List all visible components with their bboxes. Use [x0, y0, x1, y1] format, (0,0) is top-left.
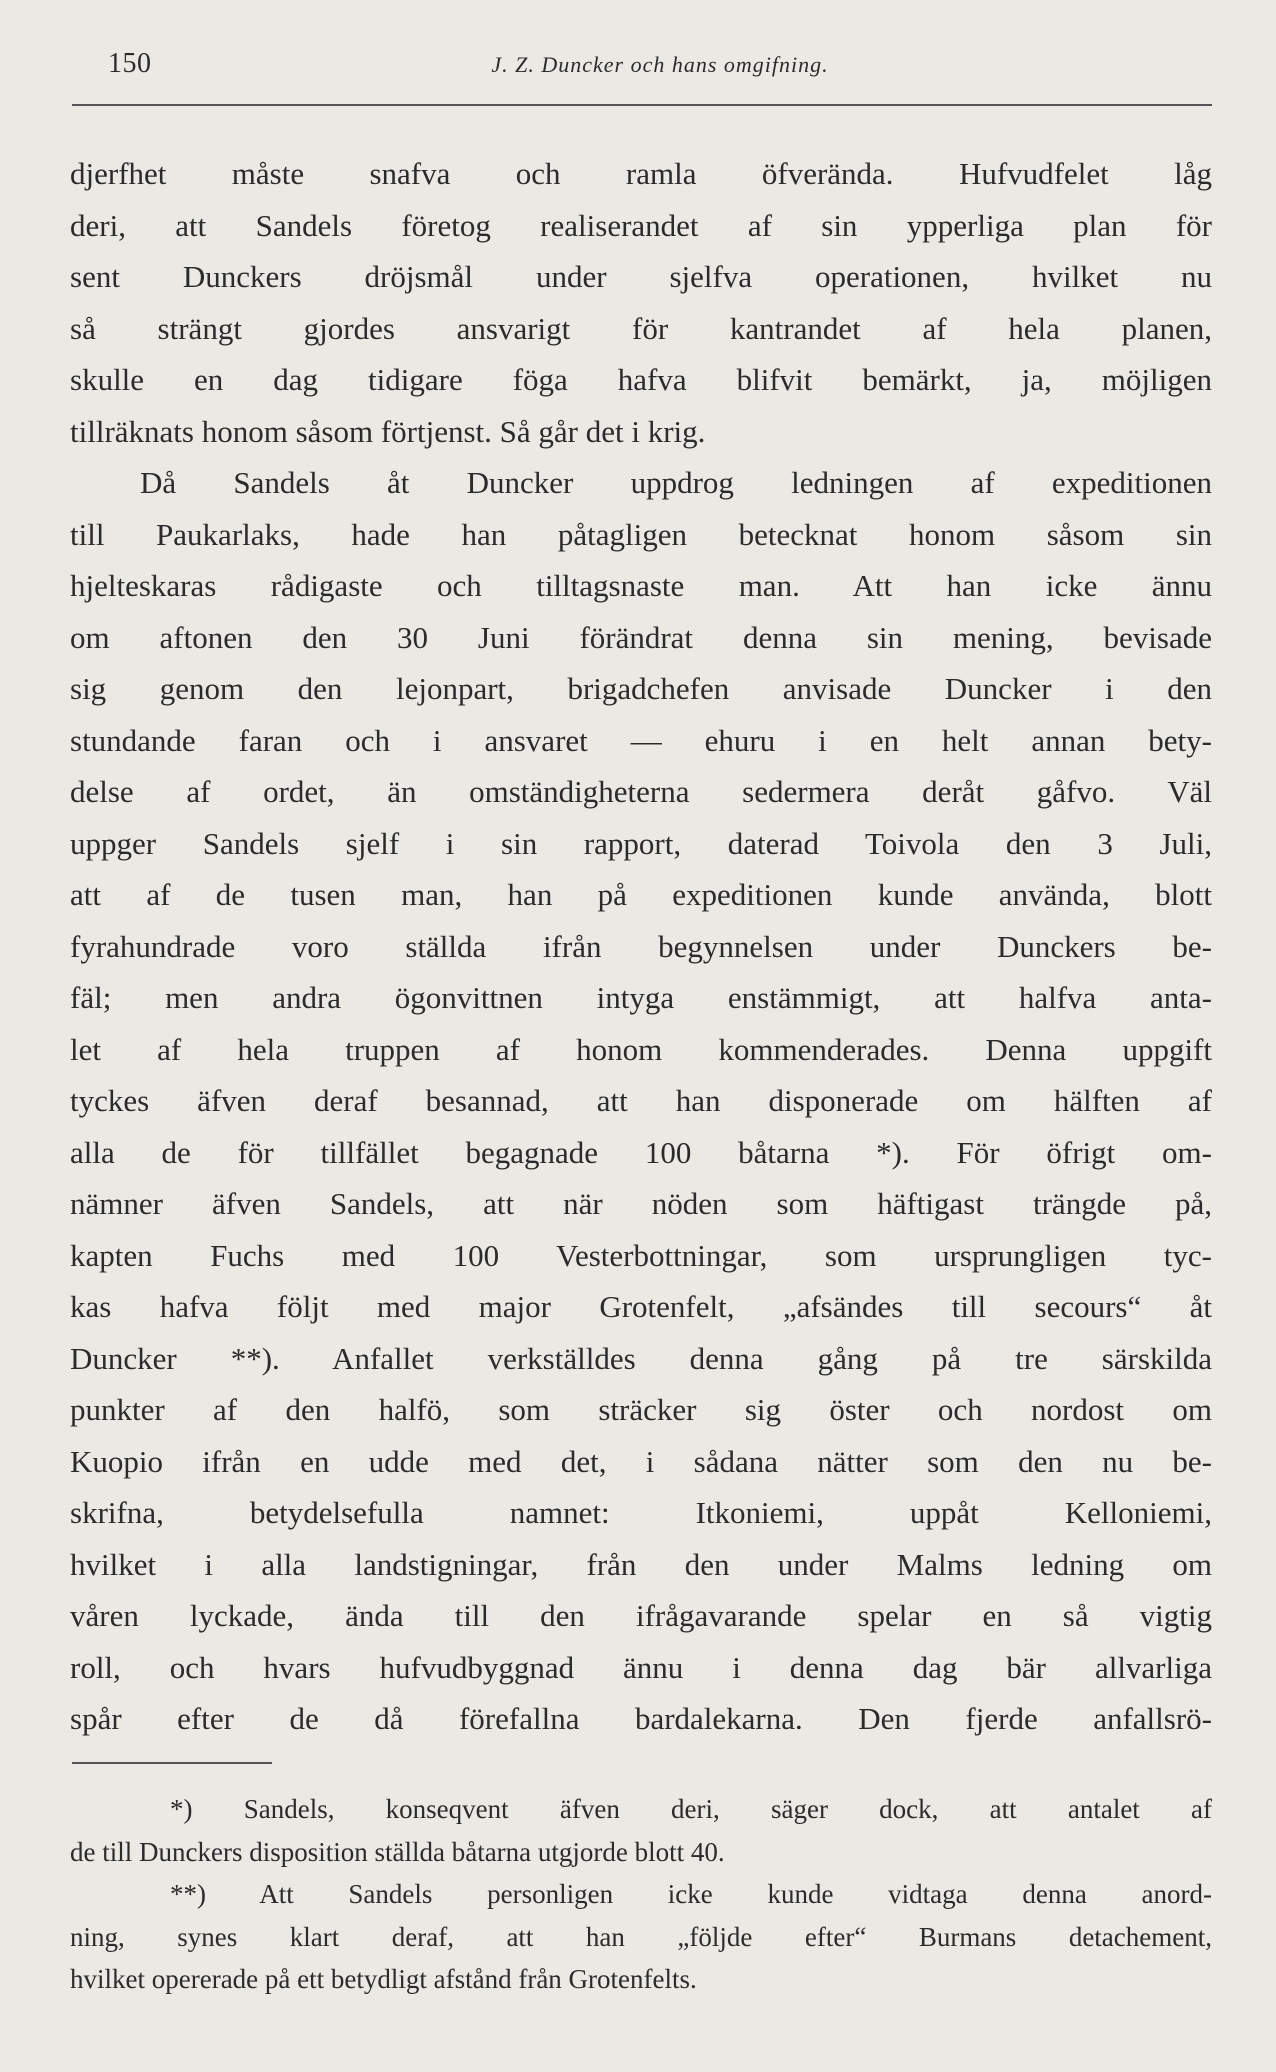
paragraph-first-line: Då Sandels åt Duncker uppdrog ledningen af expeditionen	[140, 465, 1212, 500]
text-line: djerfhet måste snafva och ramla öfverända. Hufvudfelet låg	[70, 156, 1212, 191]
text-line: stundande faran och i ansvaret — ehuru i en helt annan bety-	[70, 722, 1212, 758]
text-line: till Paukarlaks, hade han påtagligen betecknat honom såsom sin	[70, 516, 1212, 552]
text-line: fyrahundrade voro ställda ifrån begynnelsen under Dunckers be-	[70, 928, 1212, 964]
footnote-line: ning, synes klart deraf, att han „följde efter“ Burmans detachement,	[70, 1921, 1212, 1952]
footnote-line: *) Sandels, konseqvent äfven deri, säger dock, att antalet af	[170, 1794, 1212, 1824]
text-line: roll, och hvars hufvudbyggnad ännu i denna dag bär allvarliga	[70, 1649, 1212, 1685]
text-line: sig genom den lejonpart, brigadchefen anvisade Duncker i den	[70, 671, 1212, 706]
text-line: fäl; men andra ögonvittnen intyga enstämmigt, att halfva anta-	[70, 980, 1212, 1015]
page-number: 150	[108, 48, 152, 79]
header-divider	[72, 104, 1212, 106]
text-line: let af hela truppen af honom kommenderades. Denna uppgift	[70, 1031, 1212, 1067]
running-title: J. Z. Duncker och hans omgifning.	[491, 52, 829, 77]
text-line: uppger Sandels sjelf i sin rapport, daterad Toivola den 3 Juli,	[70, 825, 1212, 861]
text-line: sent Dunckers dröjsmål under sjelfva operationen, hvilket nu	[70, 259, 1212, 294]
text-line: deri, att Sandels företog realiserandet af sin ypperliga plan för	[70, 207, 1212, 243]
text-line: att af de tusen man, han på expeditionen kunde använda, blott	[70, 877, 1212, 912]
footnote-line: hvilket opererade på ett betydligt afstånd från Grotenfelts.	[70, 1964, 697, 1994]
text-line: våren lyckade, ända till den ifrågavarande spelar en så vigtig	[70, 1598, 1212, 1633]
text-line: skrifna, betydelsefulla namnet: Itkoniemi, uppåt Kelloniemi,	[70, 1495, 1212, 1530]
text-line: tyckes äfven deraf besannad, att han disponerade om hälften af	[70, 1083, 1212, 1118]
body-text	[70, 148, 1212, 1745]
text-line: kas hafva följt med major Grotenfelt, „afsändes till secours“ åt	[70, 1289, 1212, 1324]
footnotes	[70, 1788, 1212, 2001]
footnote-line: **) Att Sandels personligen icke kunde vidtaga denna anord-	[170, 1879, 1212, 1909]
text-line: om aftonen den 30 Juni förändrat denna sin mening, bevisade	[70, 619, 1212, 655]
text-line: alla de för tillfället begagnade 100 båtarna *). För öfrigt om-	[70, 1134, 1212, 1170]
text-line: tillräknats honom såsom förtjenst. Så går det i krig.	[70, 413, 706, 449]
page-header	[108, 44, 1212, 88]
footnote-line: de till Dunckers disposition ställda båtarna utgjorde blott 40.	[70, 1836, 725, 1867]
text-line: kapten Fuchs med 100 Vesterbottningar, som ursprungligen tyc-	[70, 1237, 1212, 1273]
text-line: Duncker **). Anfallet verkställdes denna gång på tre särskilda	[70, 1340, 1212, 1376]
text-line: Kuopio ifrån en udde med det, i sådana nätter som den nu be-	[70, 1443, 1212, 1479]
text-line: hvilket i alla landstigningar, från den under Malms ledning om	[70, 1546, 1212, 1582]
text-line: hjelteskaras rådigaste och tilltagsnaste man. Att han icke ännu	[70, 568, 1212, 603]
text-line: delse af ordet, än omständigheterna sedermera deråt gåfvo. Väl	[70, 774, 1212, 809]
text-line: spår efter de då förefallna bardalekarna. Den fjerde anfallsrö-	[70, 1701, 1212, 1736]
text-line: nämner äfven Sandels, att när nöden som häftigast trängde på,	[70, 1186, 1212, 1221]
text-line: så strängt gjordes ansvarigt för kantrandet af hela planen,	[70, 310, 1212, 346]
footnote-divider	[72, 1762, 272, 1764]
text-line: skulle en dag tidigare föga hafva blifvit bemärkt, ja, möjligen	[70, 362, 1212, 397]
text-line: punkter af den halfö, som sträcker sig öster och nordost om	[70, 1392, 1212, 1427]
